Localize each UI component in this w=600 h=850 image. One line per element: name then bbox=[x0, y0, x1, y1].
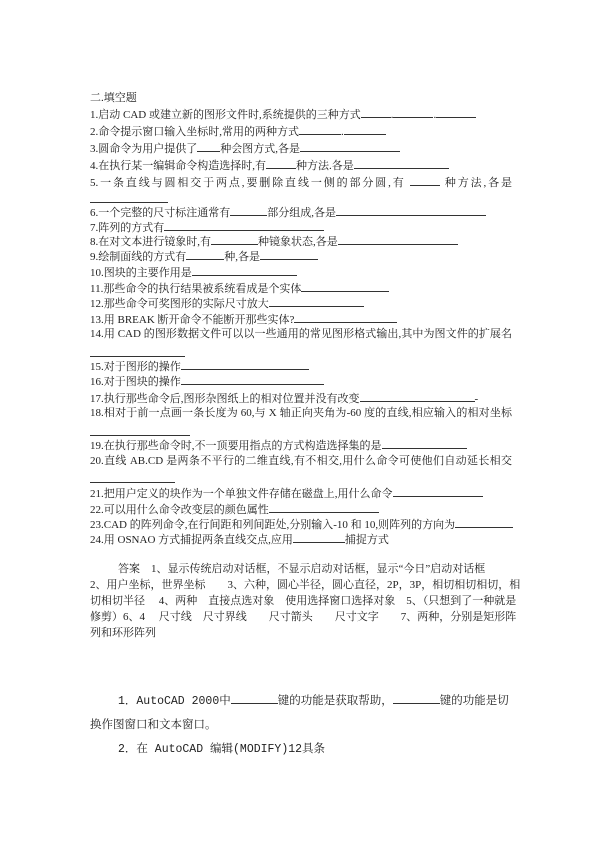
blank bbox=[336, 205, 486, 216]
question-text: 13.用 BREAK 断开命令不能断开那些实体? bbox=[90, 314, 295, 326]
question-22 bbox=[90, 502, 379, 517]
question-text: 2.命令提示窗口输入坐标时,常用的两种方式 bbox=[90, 126, 299, 138]
question-text: 捕捉方式 bbox=[344, 534, 389, 546]
question-11 bbox=[90, 281, 389, 296]
question-text: 21.把用户定义的块作为一个单独文件存储在磁盘上,用什么命令 bbox=[90, 488, 393, 500]
question-12 bbox=[90, 296, 364, 311]
blank bbox=[382, 438, 467, 449]
question-16 bbox=[90, 374, 324, 389]
question-text: 键的功能是切 bbox=[439, 695, 509, 708]
separator: . bbox=[390, 109, 394, 121]
question-text: 9.绘制面线的方式有 bbox=[90, 251, 187, 263]
blank bbox=[410, 175, 440, 186]
question-1 bbox=[90, 107, 476, 122]
blank bbox=[266, 158, 296, 169]
blank bbox=[231, 693, 278, 704]
blank bbox=[230, 205, 267, 216]
question-text: 1．AutoCAD 2000中 bbox=[118, 695, 231, 708]
blank bbox=[361, 107, 391, 118]
question-text: 种镜象状态,各是 bbox=[258, 236, 338, 248]
question-19 bbox=[90, 438, 467, 453]
question-14 bbox=[90, 327, 512, 341]
question-text: 键的功能是获取帮助， bbox=[277, 695, 393, 708]
blank bbox=[260, 249, 318, 260]
separator: . bbox=[341, 126, 344, 138]
blank bbox=[90, 192, 168, 203]
blank bbox=[354, 158, 449, 169]
question-text: 3.圆命令为用户提供了 bbox=[90, 143, 198, 155]
question-7 bbox=[90, 220, 324, 235]
question-4 bbox=[90, 158, 449, 173]
question-18 bbox=[90, 406, 512, 420]
question-text: 16.对于图块的操作 bbox=[90, 376, 181, 388]
blank bbox=[90, 346, 185, 357]
question-15 bbox=[90, 359, 309, 374]
question-text: 17.执行那些命令后,图形杂图纸上的相对位置并没有改变 bbox=[90, 393, 360, 405]
question-text: 5.一条直线与圆相交于两点,要删除直线一侧的部分圆,有 bbox=[90, 177, 406, 189]
question-text: 6.一个完整的尺寸标注通常有 bbox=[90, 207, 231, 219]
blank bbox=[455, 517, 513, 528]
blank bbox=[344, 124, 386, 135]
question-5 bbox=[90, 175, 512, 190]
question-20-answer-line bbox=[90, 472, 175, 487]
blank bbox=[211, 234, 258, 245]
blank bbox=[164, 220, 324, 231]
blank bbox=[393, 107, 433, 118]
blank bbox=[360, 391, 475, 402]
question-text: 18.相对于前一点画一条长度为 60,与 X 轴正向夹角为-60 度的直线,相应输入的相对坐标 bbox=[90, 407, 512, 419]
blank bbox=[300, 141, 400, 152]
question-text: 15.对于图形的操作 bbox=[90, 361, 181, 373]
question-13 bbox=[90, 312, 397, 327]
blank bbox=[90, 472, 175, 483]
question-3 bbox=[90, 141, 400, 156]
question-text: 种会图方式,各是 bbox=[220, 143, 300, 155]
blank bbox=[186, 249, 224, 260]
question-text: 19.在执行那些命令时,不一顶要用指点的方式构造选择集的是 bbox=[90, 440, 382, 452]
blank bbox=[90, 425, 190, 436]
answer-key: 答案 1、显示传统启动对话框，不显示启动对话框，显示“今日”启动对话框 2、用户坐标，世界坐标 3、六种，圆心半径，圆心直径，2P，3P，相切相切相切，相切相切半径 4、两种 直接点选对象 使用选择窗口选择对象 5、（只想到了一种就是修剪）6、4 尺寸线 尺寸界线 尺寸箭头 尺寸文字 7、两种，分别是矩形阵列和环形阵列 bbox=[90, 563, 521, 639]
question-24 bbox=[90, 532, 389, 547]
blank bbox=[181, 359, 309, 370]
question-9 bbox=[90, 249, 318, 264]
part2-question-1-cont: 换作图窗口和文本窗口。 bbox=[90, 719, 217, 732]
separator: - bbox=[474, 393, 479, 405]
blank bbox=[293, 532, 345, 543]
question-8 bbox=[90, 234, 458, 249]
question-text: 14.用 CAD 的图形数据文件可以以一些通用的常见图形格式输出,其中为图文件的扩展名 bbox=[90, 328, 512, 340]
question-text: 11.那些命令的执行结果被系统看成是个实体 bbox=[90, 283, 302, 295]
blank bbox=[269, 296, 364, 307]
blank bbox=[192, 265, 297, 276]
question-2 bbox=[90, 124, 386, 139]
blank bbox=[181, 374, 324, 385]
separator: . bbox=[433, 109, 437, 121]
blank bbox=[338, 234, 458, 245]
blank bbox=[301, 281, 389, 292]
question-17 bbox=[90, 391, 478, 406]
question-text: 部分组成,各是 bbox=[267, 207, 336, 219]
question-text: 10.图块的主要作用是 bbox=[90, 267, 192, 279]
question-text: 种方法,各是 bbox=[444, 177, 513, 189]
part2-question-2: 2．在 AutoCAD 编辑(MODIFY)12具条 bbox=[118, 743, 326, 756]
question-text: 4.在执行某一编辑命令构造选择时,有 bbox=[90, 160, 266, 172]
question-text: 7.阵列的方式有 bbox=[90, 222, 165, 234]
question-text: 20.直线 AB.CD 是两条不平行的二维直线,有不相交,用什么命令可使他们自动延长相交 bbox=[90, 455, 512, 467]
question-text: 23.CAD 的阵列命令,在行间距和列间距处,分别输入-10 和 10,则阵列的方向为 bbox=[90, 519, 456, 531]
question-text: 种,各是 bbox=[224, 251, 260, 263]
blank bbox=[197, 141, 220, 152]
question-6 bbox=[90, 205, 486, 220]
question-text: 1.启动 CAD 或建立新的图形文件时,系统提供的三种方式 bbox=[90, 109, 361, 121]
question-text: 24.用 OSNAO 方式捕捉两条直线交点,应用 bbox=[90, 534, 293, 546]
question-text: 8.在对文本进行镜象时,有 bbox=[90, 236, 211, 248]
question-21 bbox=[90, 486, 483, 501]
question-23 bbox=[90, 517, 513, 532]
part2-question-1 bbox=[118, 692, 509, 708]
section-heading: 二.填空题 bbox=[90, 92, 137, 104]
question-text: 种方法.各是 bbox=[296, 160, 354, 172]
question-10 bbox=[90, 265, 297, 280]
question-20 bbox=[90, 454, 512, 468]
blank bbox=[294, 312, 397, 323]
blank bbox=[393, 486, 483, 497]
blank bbox=[269, 502, 379, 513]
blank bbox=[393, 693, 440, 704]
blank bbox=[299, 124, 341, 135]
question-text: 12.那些命令可奖图形的实际尺寸放大 bbox=[90, 298, 269, 310]
question-text: 22.可以用什么命令改变层的颜色属性 bbox=[90, 504, 269, 516]
blank bbox=[436, 107, 476, 118]
